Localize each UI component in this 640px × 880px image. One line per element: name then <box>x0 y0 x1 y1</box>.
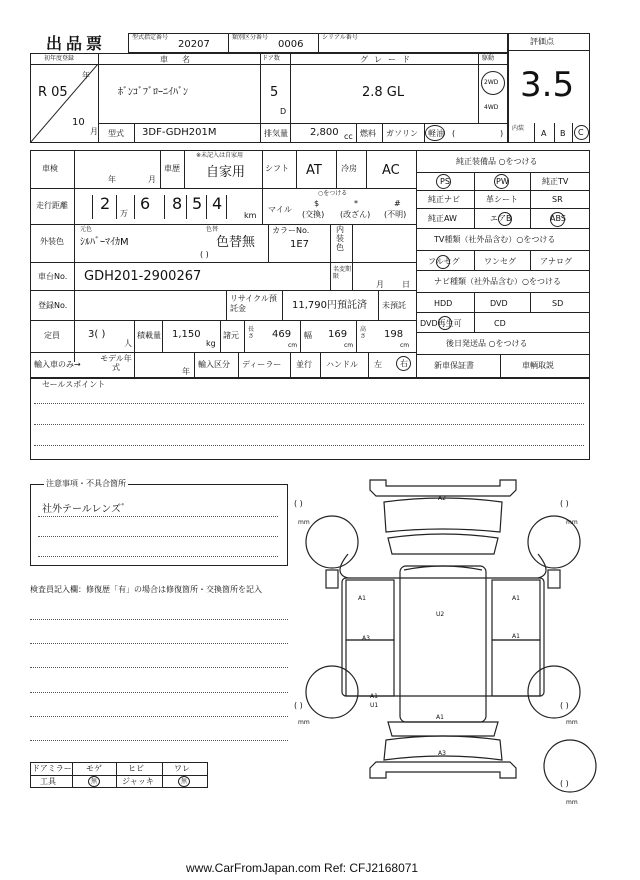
sales-point-label: セールスポイント <box>42 380 106 389</box>
mileage-d1: 2 <box>100 194 111 213</box>
displacement-label: 排気量 <box>264 129 288 138</box>
interior-b: B <box>560 129 566 138</box>
inspection-year: 年 <box>108 175 116 184</box>
navi-cd: CD <box>494 319 506 328</box>
month-unit: 月 <box>90 127 98 136</box>
ac-label: 冷房 <box>341 164 357 173</box>
class-no-value: 0006 <box>278 39 304 50</box>
import-type-label: 輸入区分 <box>198 360 230 369</box>
mileage-exchange-sym: $ <box>314 199 320 208</box>
inspector-label: 検査員記入欄：修復歴「有」の場合は修復箇所・交換箇所を記入 <box>30 585 262 594</box>
notes-box <box>30 484 288 566</box>
cc-unit: cc <box>344 132 353 141</box>
model-year-label: モデル年式 <box>100 354 132 372</box>
mileage-circle-note: ○をつける <box>318 190 348 197</box>
mm-rear-right: mm <box>566 719 578 726</box>
recycle-label: リサイクル預託金 <box>230 294 277 313</box>
serial-label: シリアル番号 <box>322 34 358 41</box>
recycle-value: 11,790円預託済 <box>292 300 367 311</box>
interior-label: 内装 <box>512 125 525 132</box>
equipment-title: 純正装備品 ○をつける <box>456 157 538 166</box>
mileage-d3: 8 <box>172 194 183 213</box>
doors-suffix: D <box>280 107 287 116</box>
mileage-d4: 5 <box>192 194 203 213</box>
code-roof: U2 <box>436 611 445 618</box>
sales-point-box <box>30 378 590 460</box>
score-value: 3.5 <box>520 65 575 105</box>
paint-value: 色替無 <box>216 235 256 250</box>
chassis-label: 車台No. <box>38 272 68 281</box>
sheet-title: 出品票 <box>46 34 107 53</box>
name-change-day: 日 <box>402 280 410 289</box>
notes-line1: 社外テールレンズﾞ <box>42 504 126 515</box>
inspection-month: 月 <box>148 175 156 184</box>
tv-analog: アナログ <box>540 257 572 266</box>
later-warranty: 新車保証書 <box>434 361 474 370</box>
legend-crack: ヒビ <box>128 764 144 773</box>
original-color-value: ｼﾙﾊﾞｰﾏｲｶM <box>80 237 129 248</box>
height-label: 高さ <box>360 326 367 341</box>
equip-ps: PS <box>440 177 450 186</box>
name-change-month: 月 <box>376 280 384 289</box>
mm-rear-left: mm <box>298 719 310 726</box>
color-code-value: 1E7 <box>290 239 310 250</box>
import-parallel: 並行 <box>296 360 312 369</box>
length-label: 長さ <box>248 326 255 341</box>
color-code-label: カラーNo. <box>272 226 310 235</box>
navi-hdd: HDD <box>434 299 453 308</box>
doors-value: 5 <box>270 85 279 100</box>
name-change-label: 名変期限 <box>333 266 352 281</box>
later-manual: 車輌取説 <box>522 361 554 370</box>
equip-aw: 純正AW <box>428 214 457 223</box>
import-dealer: ディーラー <box>242 360 282 369</box>
load-kg: kg <box>206 339 216 348</box>
type-no-value: 20207 <box>178 39 210 50</box>
code-left-rear-a: A1 <box>370 693 378 700</box>
footer-watermark: www.CarFromJapan.com Ref: CFJ2168071 <box>186 861 419 875</box>
mileage-unknown: (不明) <box>384 210 407 219</box>
displacement-value: 2,800 <box>310 127 339 138</box>
original-color-label: 元色 <box>80 226 93 233</box>
first-reg-year: R 05 <box>38 85 68 100</box>
code-left-door: A3 <box>362 635 370 642</box>
mileage-d2: 6 <box>140 194 151 213</box>
doors-label: ドア数 <box>262 55 280 62</box>
year-unit: 年 <box>82 71 90 80</box>
shift-label: シフト <box>265 164 289 173</box>
handle-left: 左 <box>374 360 382 369</box>
equip-airbag: エアB <box>490 214 512 223</box>
first-reg-label: 初年度登録 <box>44 55 75 62</box>
fuel-gasoline: ガソリン <box>386 129 418 138</box>
import-only-label: 輸入車のみ→ <box>34 360 81 369</box>
paint-label: 色替 <box>206 226 219 233</box>
shift-value: AT <box>306 163 322 178</box>
load-label: 積載量 <box>137 331 161 340</box>
model-year-unit: 年 <box>182 367 190 376</box>
tv-full: フルセグ <box>428 257 460 266</box>
car-name-value: ﾎﾞﾝｺﾞﾌﾞﾛｰﾆｲﾊﾞﾝ <box>118 87 188 98</box>
code-rear-bumper: A3 <box>438 750 446 757</box>
equip-navi: 純正ナビ <box>428 195 460 204</box>
fuel-diesel: 軽油 <box>428 129 444 138</box>
interior-a: A <box>541 129 547 138</box>
handle-label: ハンドル <box>326 360 358 369</box>
mileage-man: 万 <box>120 209 128 218</box>
exterior-color-label: 外装色 <box>40 237 64 246</box>
legend-jack-mark: 無 <box>181 778 188 785</box>
legend-mirror-mark: モゲ <box>86 764 102 773</box>
usage-value: 自家用 <box>206 165 246 180</box>
chassis-value: GDH201-2900267 <box>84 269 202 284</box>
capacity-label: 定員 <box>44 331 60 340</box>
mileage-d5: 4 <box>212 194 223 213</box>
code-left-rear-u: U1 <box>370 702 379 709</box>
mileage-altered: (改ざん) <box>340 210 371 219</box>
paint-paren: ( ) <box>200 250 209 259</box>
width-cm: cm <box>344 342 354 349</box>
score-label: 評価点 <box>530 37 554 46</box>
dimensions-label: 諸元 <box>223 331 239 340</box>
recycle-status: 未預託 <box>382 301 406 310</box>
length-value: 469 <box>272 329 292 340</box>
tv-title: TV種類（社外品含む）○をつける <box>434 235 556 244</box>
registration-label: 登録No. <box>38 301 68 310</box>
type-no-label: 型式指定番号 <box>132 34 169 41</box>
mileage-exchange: (交換) <box>302 210 325 219</box>
mileage-label: 走行距離 <box>36 201 68 210</box>
class-no-label: 類別区分番号 <box>232 34 269 41</box>
notes-label: 注意事項・不具合箇所 <box>46 479 126 488</box>
navi-dvd: DVD <box>490 299 508 308</box>
first-reg-month: 10 <box>72 117 85 128</box>
code-right-door: A1 <box>512 633 520 640</box>
fuel-circle <box>425 125 445 141</box>
model-value: 3DF-GDH201M <box>142 127 217 138</box>
mm-front-left: mm <box>298 519 310 526</box>
inspection-label: 車検 <box>42 164 58 173</box>
capacity-unit: 人 <box>124 339 132 348</box>
car-name-label: 車名 <box>160 55 204 64</box>
load-value: 1,150 <box>172 329 201 340</box>
code-front-bumper: A2 <box>438 495 446 502</box>
mileage-altered-sym: * <box>354 199 358 208</box>
navi-title: ナビ種類（社外品含む）○をつける <box>434 277 561 286</box>
equip-leather: 革シート <box>486 195 518 204</box>
drive-label: 駆動 <box>482 55 495 62</box>
code-rear-gate: A1 <box>436 714 444 721</box>
height-value: 198 <box>384 329 404 340</box>
fuel-label: 燃料 <box>360 129 376 138</box>
interior-color-label: 内装色 <box>336 225 344 252</box>
usage-note: ※未記入は自家用 <box>196 152 244 159</box>
handle-right: 右 <box>400 359 408 368</box>
mm-spare: mm <box>566 799 578 806</box>
legend-broken: ワレ <box>174 764 190 773</box>
mm-front-right: mm <box>566 519 578 526</box>
car-damage-diagram <box>288 470 598 810</box>
height-cm: cm <box>400 342 410 349</box>
legend-tools: 工具 <box>40 777 56 786</box>
width-value: 169 <box>328 329 348 340</box>
navi-dvd-play: DVD再生可 <box>420 319 462 328</box>
mileage-km: km <box>244 211 257 220</box>
tv-one: ワンセグ <box>484 257 516 266</box>
model-label: 型式 <box>108 129 124 138</box>
first-reg-diagonal <box>30 64 98 143</box>
usage-label: 車歴 <box>164 164 180 173</box>
grade-label: グレード <box>360 55 416 64</box>
code-front-right-fender: A1 <box>512 595 520 602</box>
navi-sd: SD <box>552 299 564 308</box>
legend-mirror: ドアミラー <box>32 764 72 773</box>
grade-value: 2.8 GL <box>362 85 405 100</box>
capacity-value: 3( ) <box>88 329 106 340</box>
interior-c: C <box>578 128 584 137</box>
later-title: 後日発送品 ○をつける <box>446 339 528 348</box>
mileage-unknown-sym: # <box>394 199 401 208</box>
length-cm: cm <box>288 342 298 349</box>
code-front-left-fender: A1 <box>358 595 366 602</box>
ac-value: AC <box>382 163 400 178</box>
width-label: 幅 <box>304 331 312 340</box>
mileage-mile: マイル <box>268 205 292 214</box>
equip-pw: PW <box>496 177 509 186</box>
drive-2wd: 2WD <box>484 79 499 86</box>
equip-abs: ABS <box>550 214 566 223</box>
equip-sr: SR <box>552 195 563 204</box>
equip-tv: 純正TV <box>542 177 569 186</box>
legend-tools-mark: 無 <box>91 778 98 785</box>
legend-jack: ジャッキ <box>122 777 154 786</box>
drive-4wd: 4WD <box>484 104 499 111</box>
